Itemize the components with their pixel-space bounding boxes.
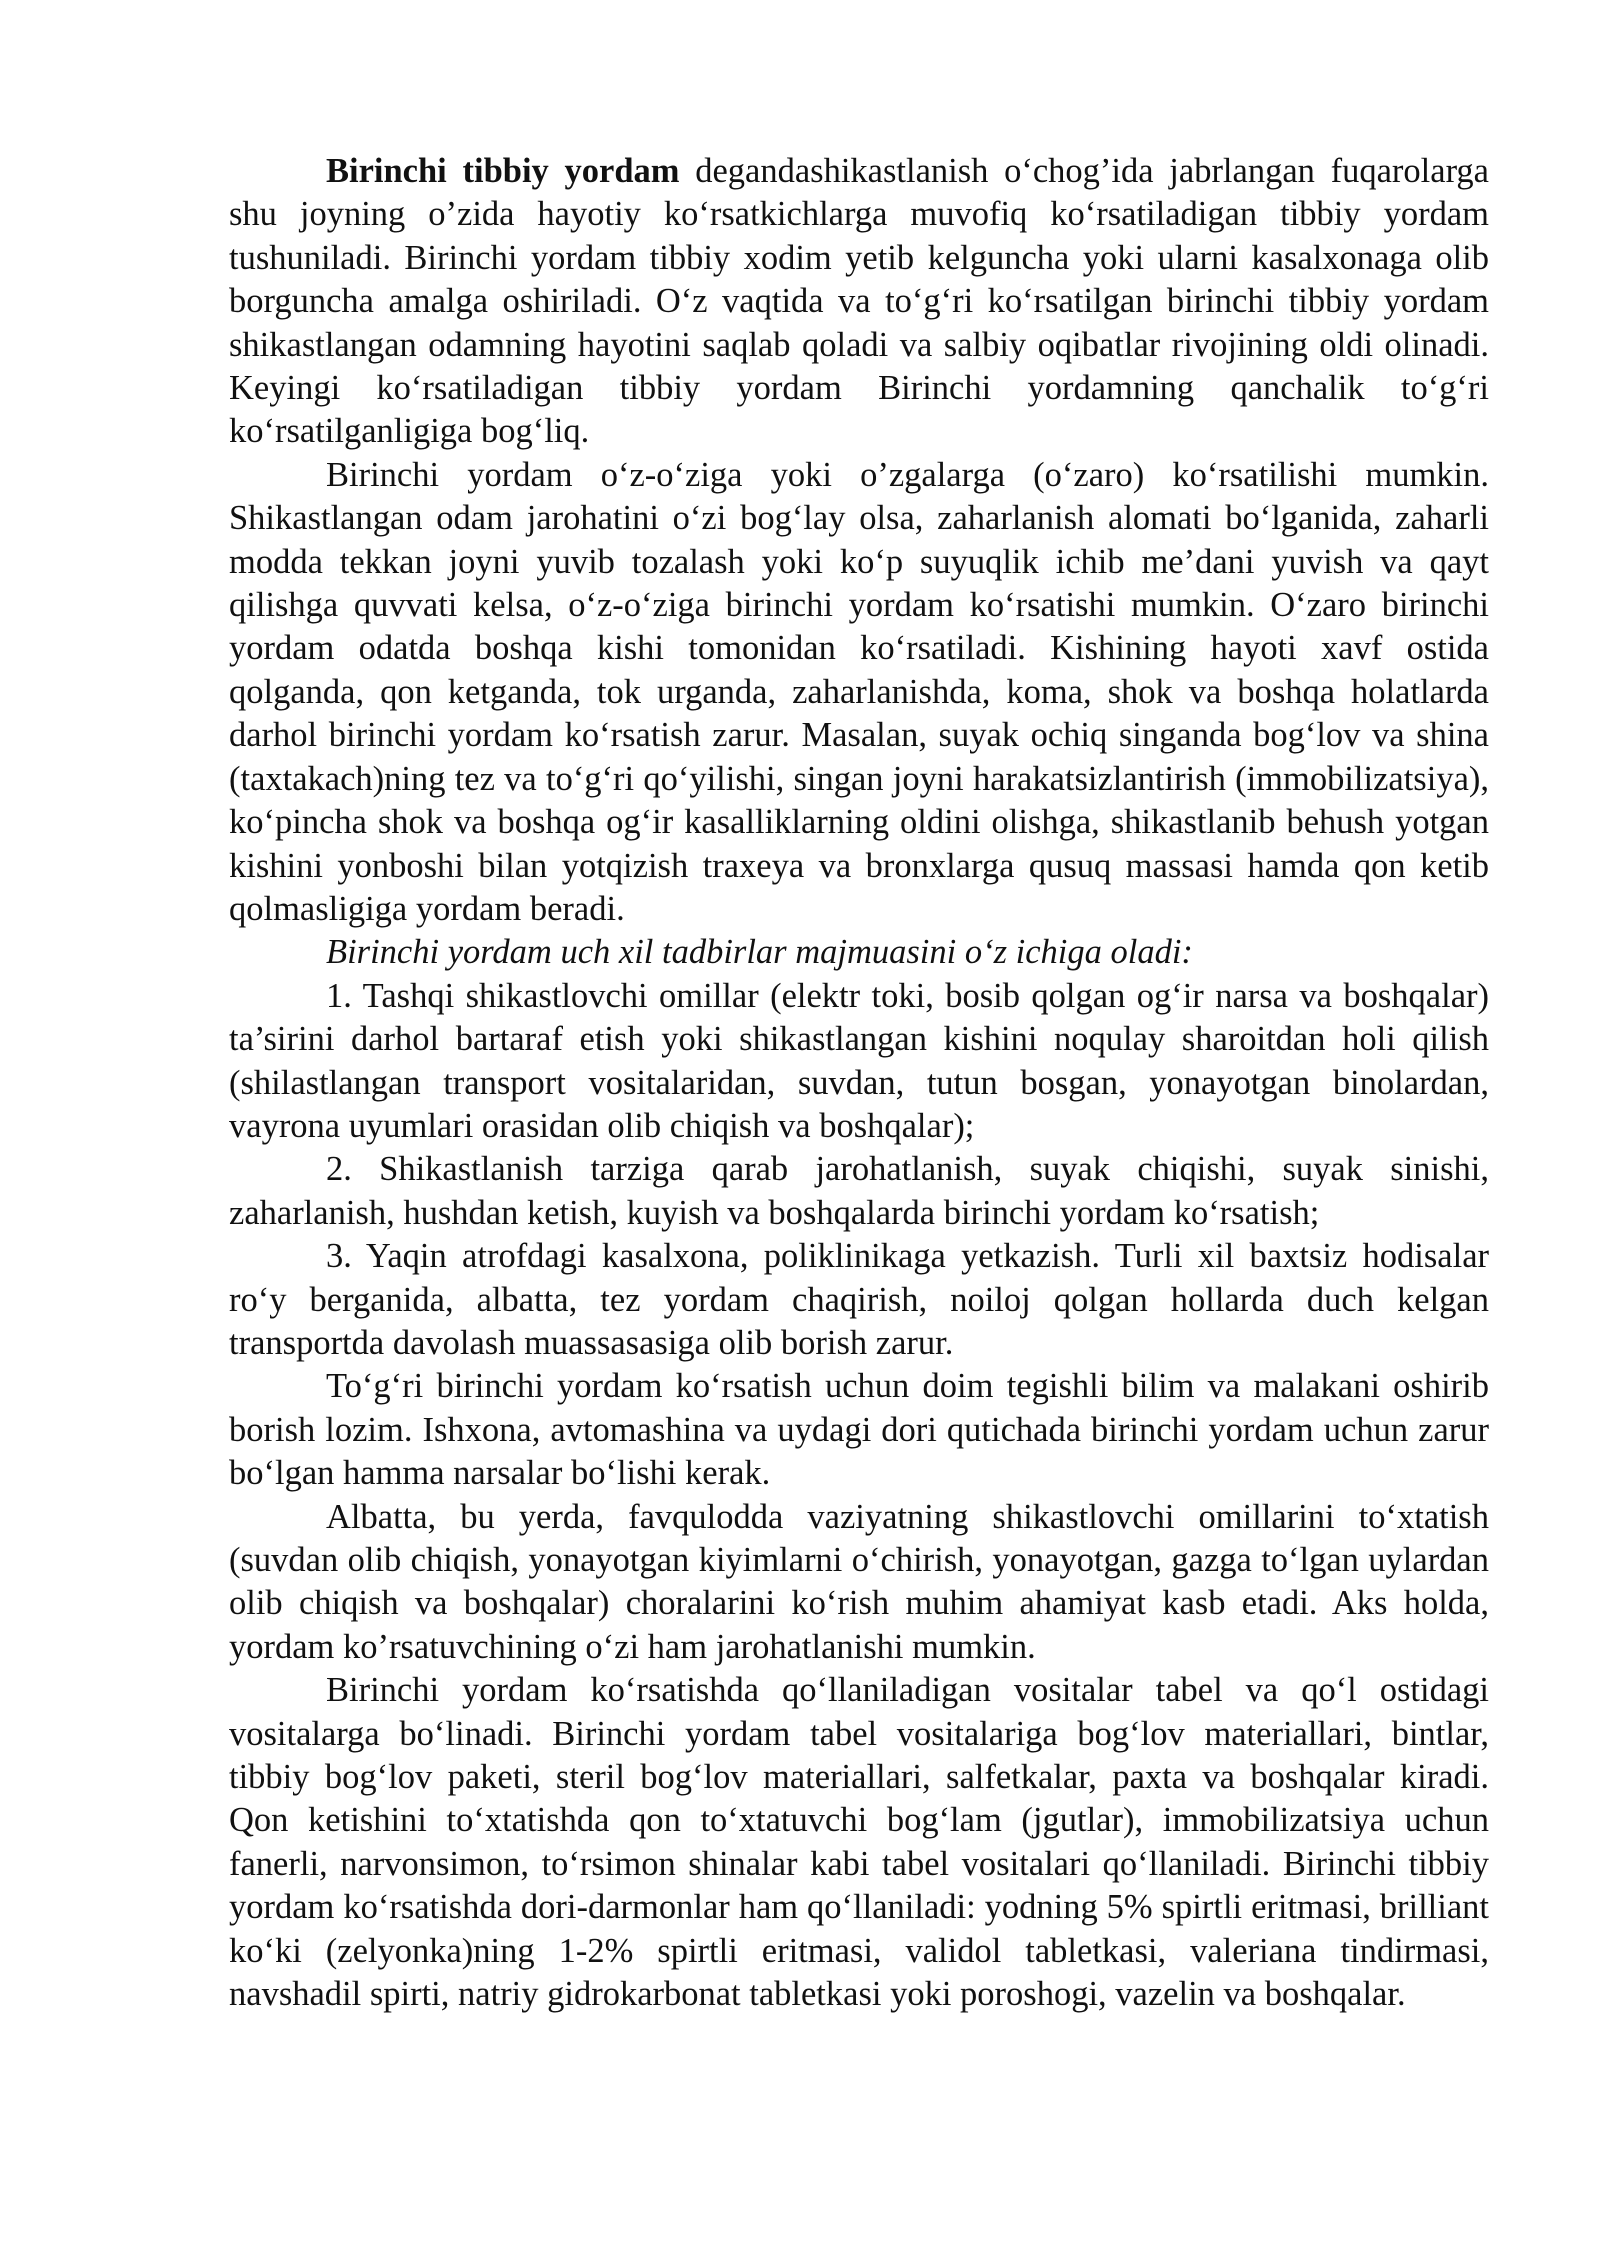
list-item-2: 2. Shikastlanish tarziga qarab jarohatlanish, suyak chiqishi, suyak sinishi, zaharlanish, hushdan ketish, kuyish va boshqalarda birinchi yordam ko‘rsatish; <box>229 1150 1489 1232</box>
paragraph-hazard-stop: Albatta, bu yerda, favqulodda vaziyatning shikastlovchi omillarini to‘xtatish (suvdan olib chiqish, yonayotgan kiyimlarni o‘chirish, yonayotgan, gazga to‘lgan uylardan olib chiqish va boshqalar) choralarini ko‘rish muhim ahamiyat kasb etadi. Aks holda, yordam ko’rsatuvchining o‘zi ham jarohatlanishi mumkin. <box>229 1497 1489 1666</box>
definition-term: Birinchi tibbiy yordam <box>326 152 680 190</box>
paragraph-self-mutual-aid: Birinchi yordam o‘z-o‘ziga yoki o’zgalarga (o‘zaro) ko‘rsatilishi mumkin. Shikastlangan odam jarohatini o‘zi bog‘lay olsa, zaharlanish alomati bo‘lganida, zaharli modda tekkan joyni yuvib tozalash yoki ko‘p suyuqlik ichib me’dani yuvish va qayt qilishga quvvati kelsa, o‘z-o‘ziga birinchi yordam ko‘rsatishi mumkin. O‘zaro birinchi yordam odatda boshqa kishi tomonidan ko‘rsatiladi. Kishining hayoti xavf ostida qolganda, qon ketganda, tok urganda, zaharlanishda, koma, shok va boshqa holatlarda darhol birinchi yordam ko‘rsatish zarur. Masalan, suyak ochiq singanda bog‘lov va shina (taxtakach)ning tez va to‘g‘ri qo‘yilishi, singan joyni harakatsizlantirish (immobilizatsiya), ko‘pincha shok va boshqa og‘ir kasalliklarning oldini olishga, shikastlanib behush yotgan kishini yonboshi bilan yotqizish traxeya va bronxlarga qusuq massasi hamda qon ketib qolmasligiga yordam beradi. <box>229 455 1489 928</box>
paragraph-definition <box>229 150 1489 454</box>
document-page <box>229 150 1489 2016</box>
definition-text: degandashikastlanish o‘chog’ida jabrlangan fuqarolarga shu joyning o’zida hayotiy ko‘rsatkichlarga muvofiq ko‘rsatiladigan tibbiy yordam tushuniladi. Birinchi yordam tibbiy xodim yetib kelguncha yoki ularni kasalxonaga olib borguncha amalga oshiriladi. O‘z vaqtida va to‘g‘ri ko‘rsatilgan birinchi tibbiy yordam shikastlangan odamning hayotini saqlab qoladi va salbiy oqibatlar rivojining oldi olinadi. Keyingi ko‘rsatiladigan tibbiy yordam Birinchi yordamning qanchalik to‘g‘ri ko‘rsatilganligiga bog‘liq. <box>229 152 1489 451</box>
paragraph-knowledge: To‘g‘ri birinchi yordam ko‘rsatish uchun doim tegishli bilim va malakani oshirib borish lozim. Ishxona, avtomashina va uydagi dori qutichada birinchi yordam uchun zarur bo‘lgan hamma narsalar bo‘lishi kerak. <box>229 1367 1489 1493</box>
list-item-3: 3. Yaqin atrofdagi kasalxona, poliklinikaga yetkazish. Turli xil baxtsiz hodisalar ro‘y berganida, albatta, tez yordam chaqirish, noiloj qolgan hollarda duch kelgan transportda davolash muassasasiga olib borish zarur. <box>229 1237 1489 1362</box>
list-item-1: 1. Tashqi shikastlovchi omillar (elektr toki, bosib qolgan og‘ir narsa va boshqalar) ta’sirini darhol bartaraf etish yoki shikastlangan kishini noqulay sharoitdan holi qilish (shilastlangan transport vositalaridan, suvdan, tutun bosgan, yonayotgan binolardan, vayrona uyumlari orasidan olib chiqish va boshqalar); <box>229 976 1489 1145</box>
paragraph-supplies: Birinchi yordam ko‘rsatishda qo‘llaniladigan vositalar tabel va qo‘l ostidagi vositalarga bo‘linadi. Birinchi yordam tabel vositalariga bog‘lov materiallari, bintlar, tibbiy bog‘lov paketi, steril bog‘lov materiallari, salfetkalar, paxta va boshqalar kiradi. Qon ketishini to‘xtatishda qon to‘xtatuvchi bog‘lam (jgutlar), immobilizatsiya uchun fanerli, narvonsimon, to‘rsimon shinalar kabi tabel vositalari qo‘llaniladi. Birinchi tibbiy yordam ko‘rsatishda dori-darmonlar ham qo‘llaniladi: yodning 5% spirtli eritmasi, brilliant ko‘ki (zelyonka)ning 1-2% spirtli eritmasi, validol tabletkasi, valeriana tindirmasi, navshadil spirti, natriy gidrokarbonat tabletkasi yoki poroshogi, vazelin va boshqalar. <box>229 1671 1489 2014</box>
paragraph-measures-intro: Birinchi yordam uch xil tadbirlar majmuasini o‘z ichiga oladi: <box>326 933 1193 972</box>
